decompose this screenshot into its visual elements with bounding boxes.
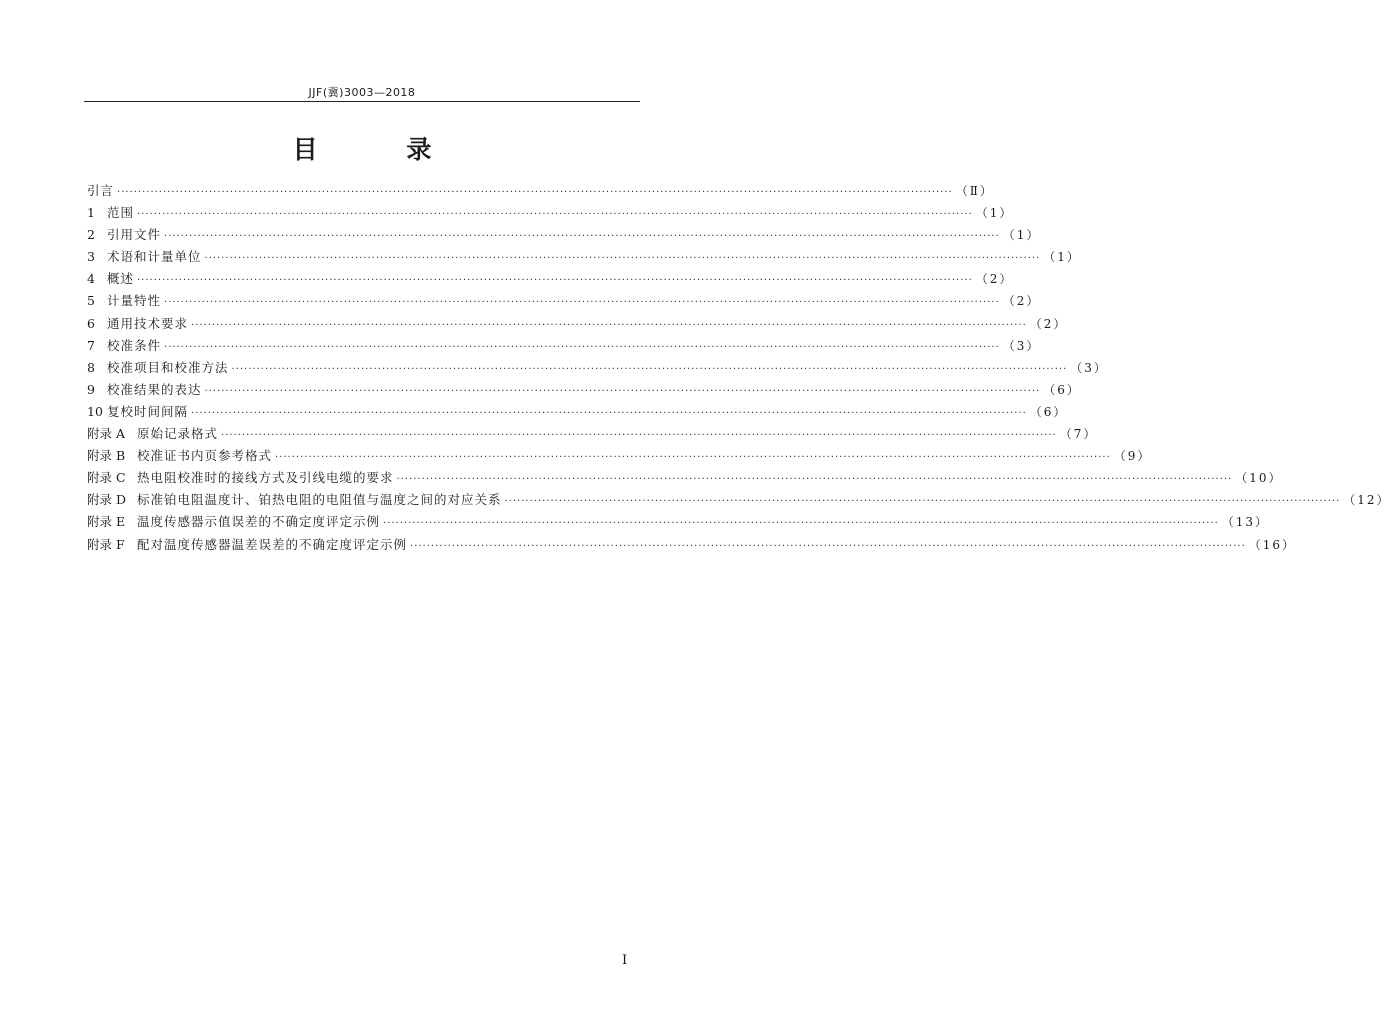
toc-entry-page: （Ⅱ）: [955, 184, 994, 198]
page-number: I: [622, 953, 628, 968]
toc-dot-leader: ········································································································································································································: [137, 209, 973, 221]
toc-dot-leader: ········································································································································································································: [204, 385, 1041, 397]
toc-entry-number: 1: [87, 205, 95, 221]
toc-entry-number: 附录 C: [87, 470, 126, 486]
toc-entry-number: 4: [87, 271, 95, 287]
toc-entry: [87, 335, 1041, 357]
toc-entry-title: 术语和计量单位: [107, 249, 202, 265]
toc-entry-title: 热电阻校准时的接线方式及引线电缆的要求: [137, 470, 394, 486]
toc-entry: [87, 467, 1283, 489]
toc-dot-leader: ········································································································································································································: [164, 231, 1000, 243]
toc-entry-page: （1）: [1043, 250, 1081, 265]
toc-entry-title: 概述: [107, 271, 135, 287]
toc-entry-number: 附录 D: [87, 492, 126, 508]
toc-entry-title: 计量特性: [107, 293, 162, 309]
toc-entry-title: 校准结果的表达: [107, 381, 202, 397]
toc-dot-leader: ········································································································································································································: [504, 496, 1341, 508]
toc-entry: [87, 445, 1152, 467]
toc-entry: [87, 423, 1098, 445]
toc-entry: [87, 268, 1014, 290]
toc-entry: [87, 489, 1391, 511]
toc-entry-number: 附录 E: [87, 514, 126, 530]
toc-entry: [87, 290, 1041, 312]
toc-dot-leader: ········································································································································································································: [191, 407, 1027, 419]
document-code-header: JJF(冀)3003—2018: [308, 86, 416, 99]
toc-dot-leader: ········································································································································································································: [231, 363, 1068, 375]
toc-entry-page: （3）: [1070, 360, 1108, 375]
toc-entry-title: 校准项目和校准方法: [107, 359, 229, 375]
toc-entry-page: （12）: [1343, 493, 1391, 508]
toc-entry-title: 复校时间间隔: [107, 403, 189, 419]
toc-entry: [87, 534, 1297, 556]
toc-entry-page: （6）: [1029, 404, 1068, 419]
toc-entry-page: （2）: [975, 272, 1014, 287]
toc-entry-page: （1）: [975, 206, 1014, 221]
toc-entry-title: 配对温度传感器温差误差的不确定度评定示例: [137, 536, 408, 552]
toc-entry-number: 9: [87, 381, 95, 397]
toc-entry-page: （6）: [1043, 382, 1081, 397]
toc-dot-leader: ········································································································································································································: [383, 518, 1219, 530]
toc-dot-leader: ········································································································································································································: [117, 187, 953, 198]
toc-entry-title: 原始记录格式: [137, 426, 219, 442]
toc-entry: [87, 379, 1081, 401]
toc-entry-title: 温度传感器示值误差的不确定度评定示例: [137, 514, 381, 530]
toc-entry-page: （2）: [1002, 294, 1041, 309]
toc-entry-number: 5: [87, 293, 95, 309]
toc-entry-title: 标准铂电阻温度计、铂热电阻的电阻值与温度之间的对应关系: [137, 492, 502, 508]
toc-entry-page: （7）: [1059, 427, 1098, 442]
toc-entry: [87, 357, 1108, 379]
toc-entry: [87, 246, 1081, 268]
toc-entry-number: 8: [87, 359, 95, 375]
toc-entry: [87, 511, 1270, 533]
toc-entry-page: （2）: [1029, 316, 1068, 331]
toc-entry-title: 引用文件: [107, 227, 162, 243]
toc-entry-page: （10）: [1235, 471, 1283, 486]
toc-entry-title: 通用技术要求: [107, 315, 189, 331]
toc-entry: [87, 180, 994, 202]
toc-dot-leader: ········································································································································································································: [221, 430, 1057, 442]
table-of-contents: [87, 180, 1391, 556]
toc-entry-page: （3）: [1002, 338, 1041, 353]
toc-entry-number: 10: [87, 403, 103, 419]
header-rule: [84, 101, 640, 102]
toc-entry-page: （9）: [1113, 449, 1152, 464]
toc-dot-leader: ········································································································································································································: [204, 253, 1041, 265]
toc-dot-leader: ········································································································································································································: [275, 452, 1111, 464]
toc-entry-title: 校准条件: [107, 337, 162, 353]
toc-entry-title: 范围: [107, 205, 135, 221]
toc-entry: [87, 224, 1041, 246]
toc-entry-page: （1）: [1002, 228, 1041, 243]
toc-entry-number: 6: [87, 315, 95, 331]
toc-entry-number: 附录 B: [87, 448, 126, 464]
toc-entry-title: 引言: [87, 183, 115, 198]
toc-dot-leader: ········································································································································································································: [410, 540, 1246, 552]
page-title: 目 录: [292, 135, 472, 164]
toc-entry-number: 附录 A: [87, 426, 126, 442]
toc-entry-page: （16）: [1248, 537, 1297, 552]
toc-entry-number: 附录 F: [87, 536, 125, 552]
toc-dot-leader: ········································································································································································································: [137, 275, 973, 287]
toc-entry-number: 7: [87, 337, 95, 353]
toc-entry: [87, 313, 1068, 335]
toc-dot-leader: ········································································································································································································: [164, 341, 1000, 353]
toc-dot-leader: ········································································································································································································: [191, 319, 1027, 331]
toc-entry-number: 3: [87, 249, 95, 265]
toc-entry-title: 校准证书内页参考格式: [137, 448, 273, 464]
toc-entry: [87, 202, 1014, 224]
toc-entry-number: 2: [87, 227, 95, 243]
toc-entry-page: （13）: [1221, 515, 1270, 530]
toc-dot-leader: ········································································································································································································: [164, 297, 1000, 309]
toc-dot-leader: ········································································································································································································: [396, 474, 1233, 486]
toc-entry: [87, 401, 1068, 423]
